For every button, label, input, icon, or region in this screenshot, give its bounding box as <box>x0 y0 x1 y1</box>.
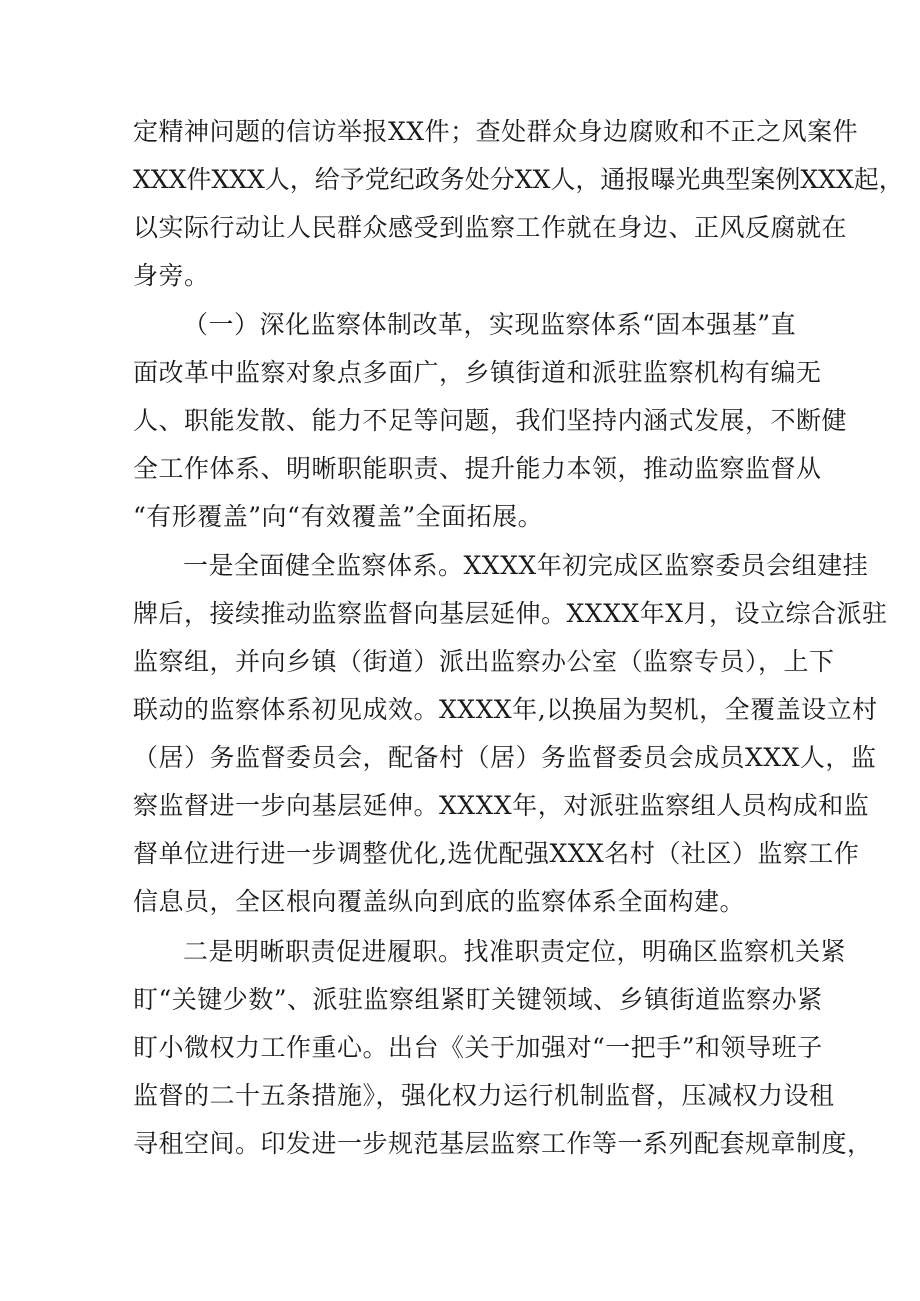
text-line: “有形覆盖”向“有效覆盖”全面拓展。 <box>133 502 544 531</box>
text-line: 寻租空间。印发进一步规范基层监察工作等一系列配套规章制度， <box>133 1129 873 1158</box>
text-line: 定精神问题的信访举报XX件；查处群众身边腐败和不正之风案件 <box>133 117 859 146</box>
text-line: 盯小微权力工作重心。出台《关于加强对“一把手”和领导班子 <box>133 1033 823 1062</box>
text-line: 面改革中监察对象点多面广，乡镇街道和派驻监察机构有编无 <box>133 358 822 387</box>
text-line: （居）务监督委员会，配备村（居）务监督委员会成员XXX人，监 <box>133 743 877 772</box>
text-line: 人、职能发散、能力不足等问题，我们坚持内涵式发展，不断健 <box>133 406 848 435</box>
text-line: 以实际行动让人民群众感受到监察工作就在身边、正风反腐就在 <box>133 213 848 242</box>
paragraph-start: 二是明晰职责促进履职。找准职责定位，明确区监察机关紧 <box>183 937 847 966</box>
text-line: 联动的监察体系初见成效。XXXX年,以换届为契机，全覆盖设立村 <box>133 695 878 724</box>
text-line: 信息员，全区根向覆盖纵向到底的监察体系全面构建。 <box>133 887 746 916</box>
text-line: 监督的二十五条措施》，强化权力运行机制监督，压减权力设租 <box>133 1081 835 1110</box>
text-line: 察监督进一步向基层延伸。XXXX年，对派驻监察组人员构成和监 <box>133 791 870 820</box>
text-line: XXX件XXX人，给予党纪政务处分XX人，通报曝光典型案例XXX起， <box>133 165 904 194</box>
text-line: 牌后，接续推动监察监督向基层延伸。XXXX年X月，设立综合派驻 <box>133 599 888 628</box>
text-line: 身旁。 <box>133 261 210 290</box>
text-line: 盯“关键少数”、派驻监察组紧盯关键领域、乡镇街道监察办紧 <box>133 985 823 1014</box>
text-line: 全工作体系、明晰职能职责、提升能力本领，推动监察监督从 <box>133 454 822 483</box>
paragraph-start: 一是全面健全监察体系。XXXX年初完成区监察委员会组建挂 <box>183 551 869 580</box>
text-line: 监察组，并向乡镇（街道）派出监察办公室（监察专员），上下 <box>133 647 835 676</box>
section-heading: （一）深化监察体制改革，实现监察体系“固本强基”直 <box>183 310 797 339</box>
text-line: 督单位进行进一步调整优化,选优配强XXX名村（社区）监察工作 <box>133 839 860 868</box>
